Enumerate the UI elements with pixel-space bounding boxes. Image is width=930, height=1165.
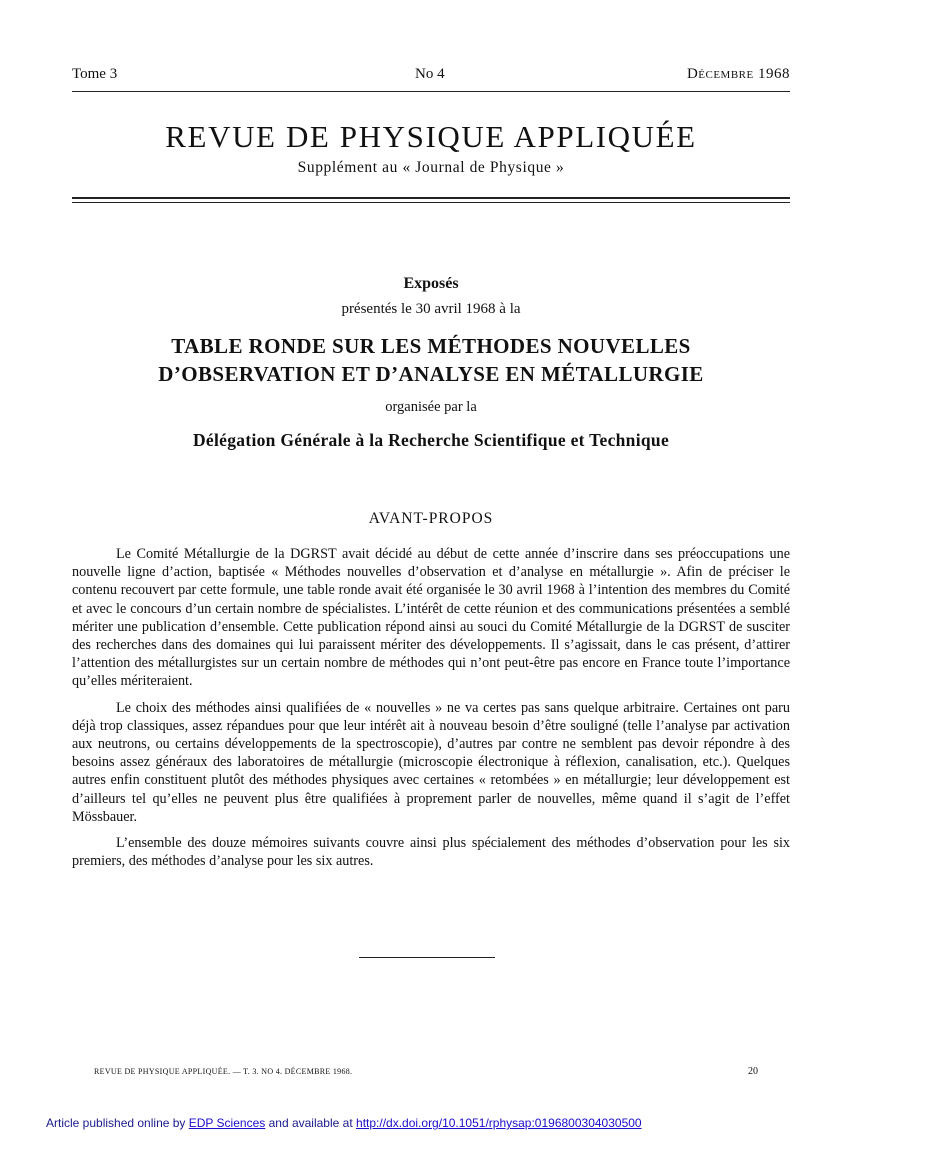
header-rule bbox=[72, 91, 790, 92]
volume-label: Tome 3 bbox=[72, 66, 118, 82]
footer-citation: REVUE DE PHYSIQUE APPLIQUÉE. — T. 3. NO 4. DÉCEMBRE 1968. bbox=[94, 1067, 353, 1076]
running-header bbox=[72, 66, 790, 86]
conference-title bbox=[72, 332, 790, 388]
article-notice bbox=[46, 1116, 642, 1130]
foreword-body bbox=[72, 545, 790, 878]
journal-title: REVUE DE PHYSIQUE APPLIQUÉE bbox=[165, 119, 697, 154]
issue-label: No 4 bbox=[415, 66, 445, 82]
notice-prefix: Article published online by bbox=[46, 1116, 186, 1130]
organisation-name: Délégation Générale à la Recherche Scientifique et Technique bbox=[192, 430, 670, 450]
paragraph: L’ensemble des douze mémoires suivants couvre ainsi plus spécialement des méthodes d’observation pour les six premiers, des méthodes d’analyse pour les six autres. bbox=[72, 835, 790, 870]
organised-by: organisée par la bbox=[385, 399, 477, 415]
publisher-link[interactable]: EDP Sciences bbox=[188, 1116, 266, 1130]
conference-title-line-2: D’OBSERVATION ET D’ANALYSE EN MÉTALLURGIE bbox=[158, 362, 704, 386]
section-title: AVANT-PROPOS bbox=[368, 510, 494, 527]
paragraph: Le Comité Métallurgie de la DGRST avait décidé au début de cette année d’inscrire dans ses préoccupations une nouvelle ligne d’action, baptisée « Méthodes nouvelles d’observation et d’analyse en métallurgie ». Afin de préciser le contenu recouvert par cette formule, une table ronde avait été organisée le 30 avril 1968 à l’intention des membres du Comité et avec le concours d’un certain nombre de spécialistes. L’intérêt de cette réunion et des communications présentées a semblé mériter une publication d’ensemble. Cette publication répond ainsi au souci du Comité Métallurgie de la DGRST de susciter des recherches dans des domaines qui lui paraissent mériter des développements. Il s’agissait, dans le cas présent, d’attirer l’attention des métallurgistes sur un certain nombre de méthodes qui n’ont peut-être pas encore en France toute l’importance qu’elles mériteraient. bbox=[72, 546, 790, 690]
end-rule bbox=[359, 957, 495, 958]
title-rule-thin bbox=[72, 202, 790, 203]
page-number: 20 bbox=[748, 1066, 758, 1077]
presentation-date: présentés le 30 avril 1968 à la bbox=[341, 301, 521, 317]
title-rule-thick bbox=[72, 197, 790, 199]
paragraph: Le choix des méthodes ainsi qualifiées de « nouvelles » ne va certes pas sans quelque arbitraire. Certaines ont paru déjà trop classiques, assez répandues pour que leur intérêt ait à nouveau besoin d’être souligné (telle l’analyse par activation aux neutrons, ou certains développements de la spectroscopie), d’autres par contre ne semblent pas devoir répondre à des besoins assez généraux des laboratoires de métallurgie (microscopie électronique à réflexion, canalisation, etc.). Quelques autres enfin constituent plutôt des méthodes physiques avec certaines « retombées » en métallurgie; leur développement est d’ailleurs tel qu’elles ne peuvent plus être qualifiées à proprement parler de nouvelles, même quand il s’agit de l’effet Mössbauer. bbox=[72, 699, 790, 825]
doi-link[interactable]: http://dx.doi.org/10.1051/rphysap:0196800304030500 bbox=[356, 1116, 642, 1130]
conference-title-line-1: TABLE RONDE SUR LES MÉTHODES NOUVELLES bbox=[171, 334, 691, 358]
date-label: Décembre 1968 bbox=[686, 66, 790, 82]
notice-middle: and available at bbox=[268, 1116, 353, 1130]
exposes-heading: Exposés bbox=[403, 275, 459, 292]
journal-subtitle: Supplément au « Journal de Physique » bbox=[297, 159, 565, 176]
